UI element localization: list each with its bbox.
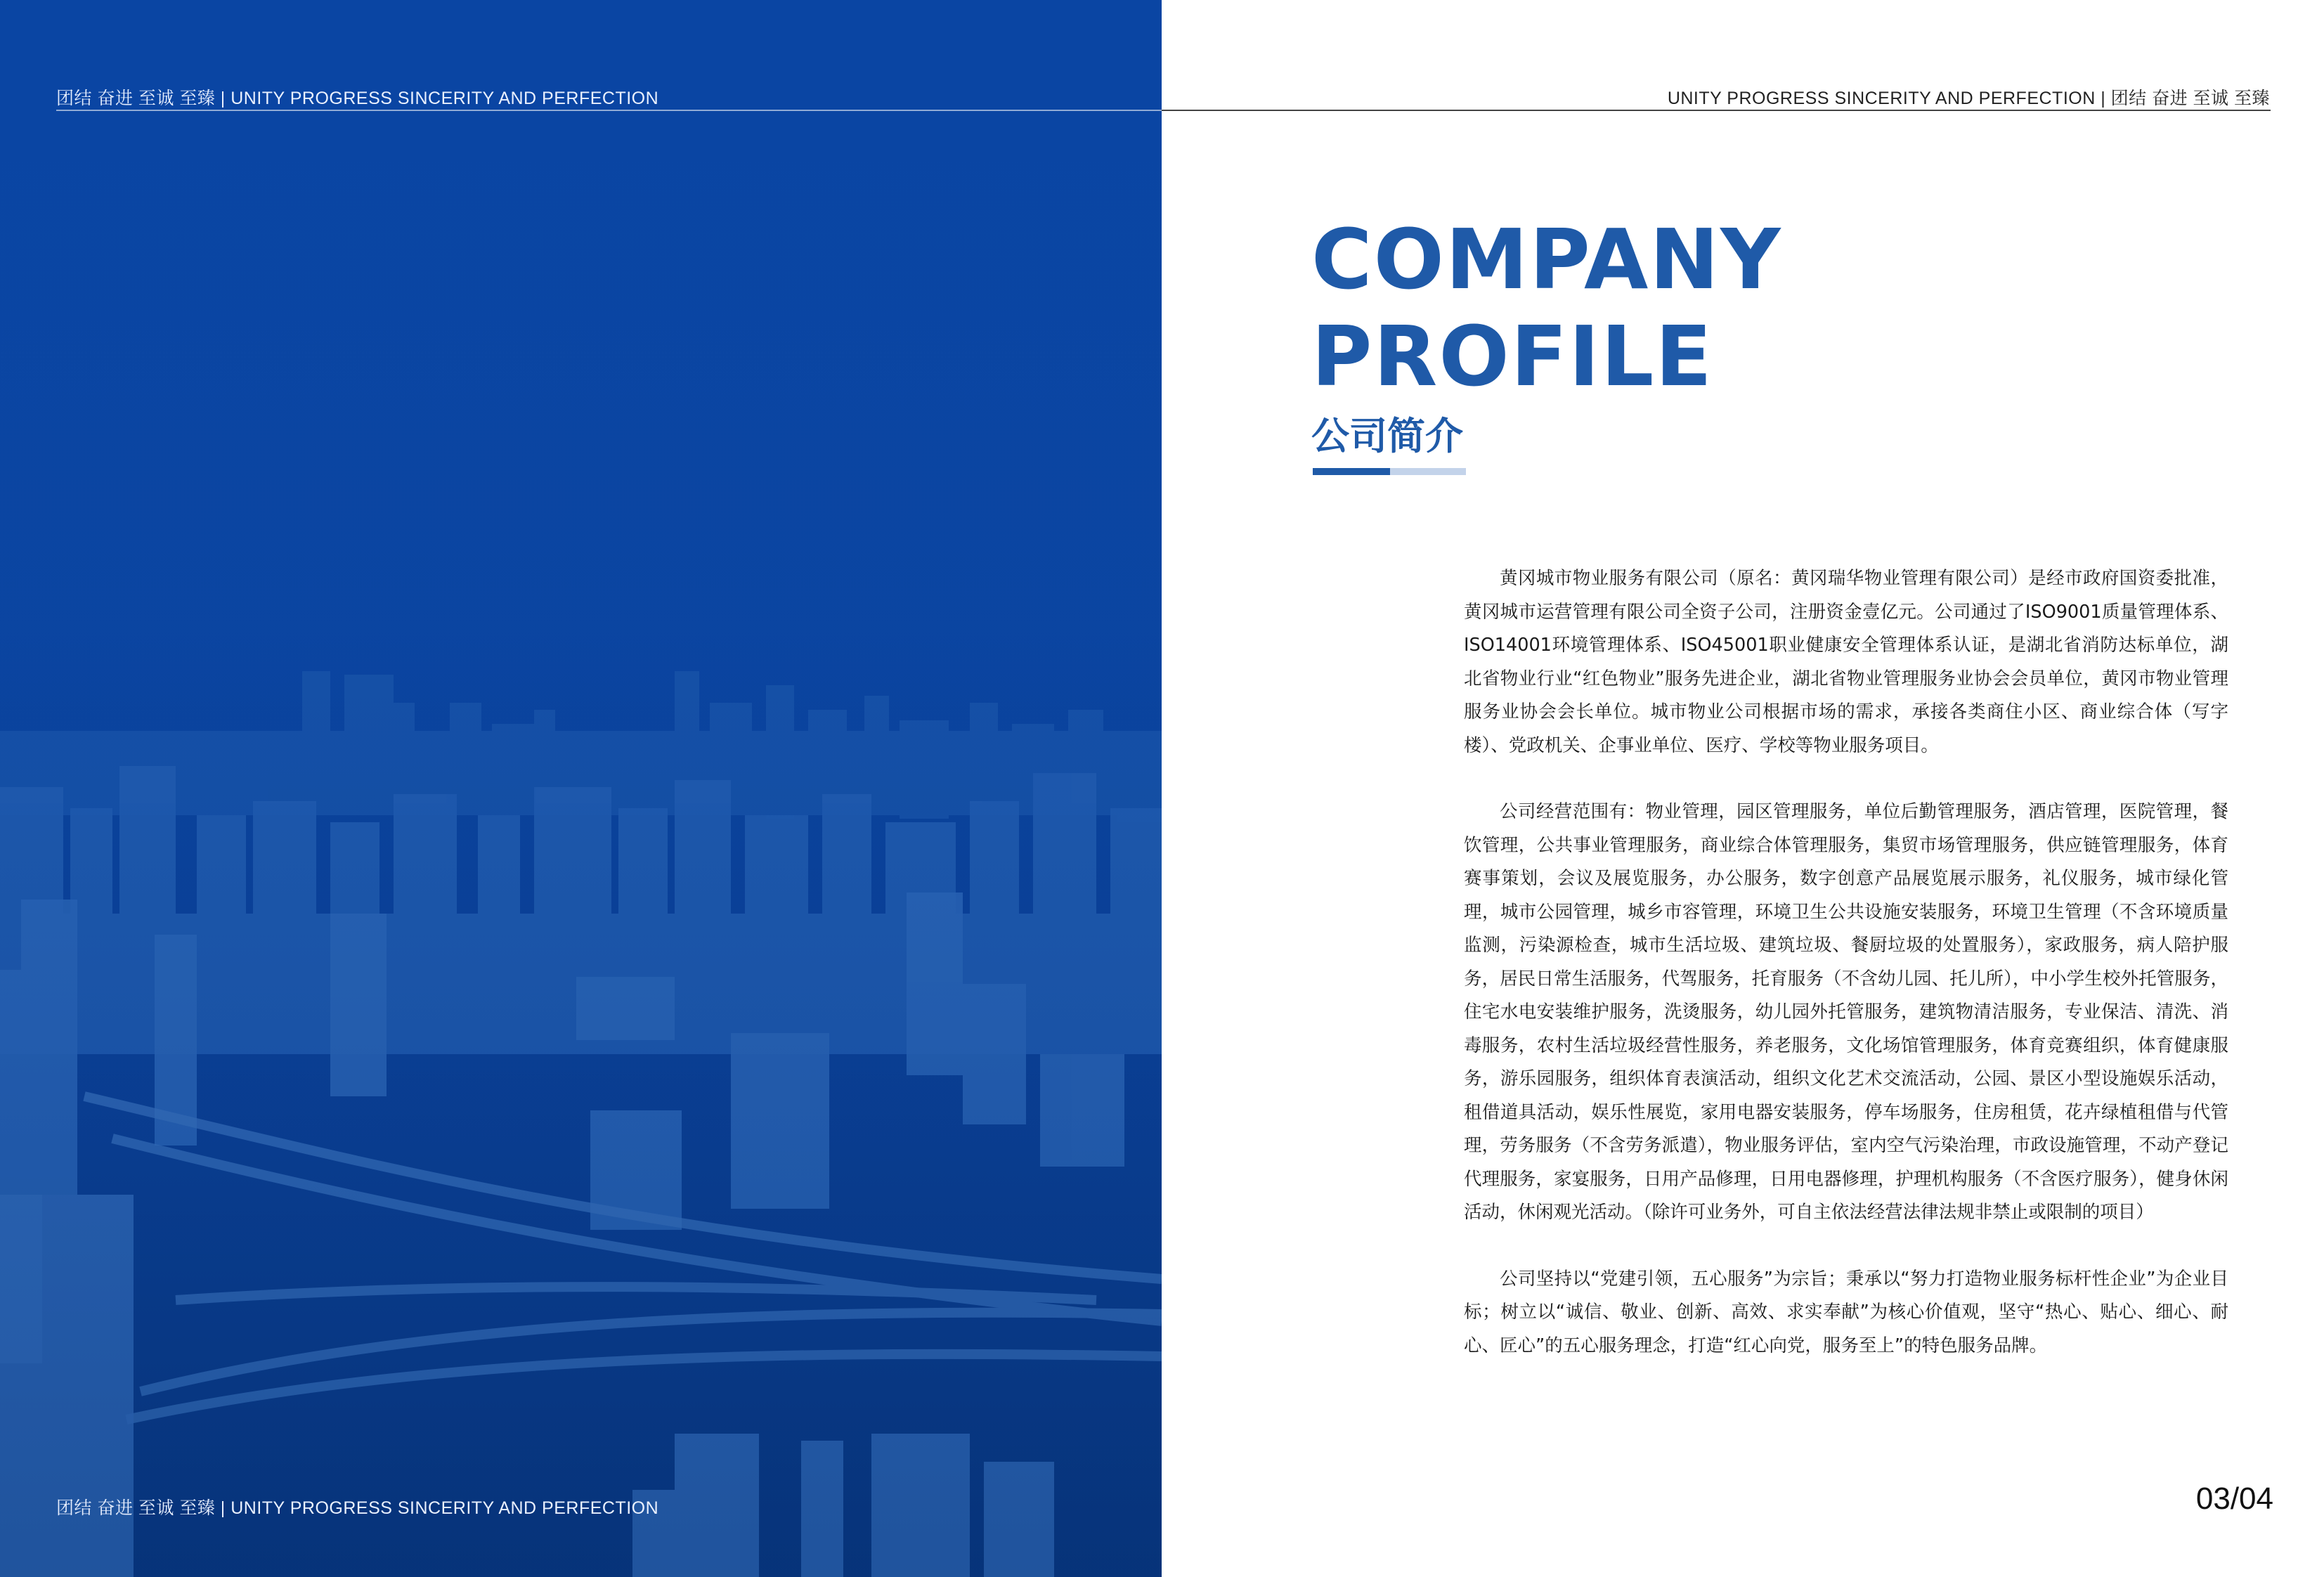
title-underline-accent [1313, 468, 1466, 475]
page-title-chinese: 公司简介 [1311, 414, 1463, 458]
title-line-1: COMPANY [1311, 211, 1782, 308]
page-title-english [1311, 211, 1782, 405]
profile-paragraph-business-scope: 公司经营范围有：物业管理，园区管理服务，单位后勤管理服务，酒店管理，医院管理，餐饮管理，公共事业管理服务，商业综合体管理服务，集贸市场管理服务，供应链管理服务，体育赛事策划，会议及展览服务，办公服务，数字创意产品展览展示服务，礼仪服务，城市绿化管理，城市公园管理，城乡市容管理，环境卫生公共设施安装服务，环境卫生管理（不含环境质量监测，污染源检查，城市生活垃圾、建筑垃圾、餐厨垃圾的处置服务），家政服务，病人陪护服务，居民日常生活服务，代驾服务，托育服务（不含幼儿园、托儿所），中小学生校外托管服务，住宅水电安装维护服务，洗烫服务，幼儿园外托管服务，建筑物清洁服务，专业保洁、清洗、消毒服务，农村生活垃圾经营性服务，养老服务，文化场馆管理服务，体育竞赛组织，体育健康服务，游乐园服务，组织体育表演活动，组织文化艺术交流活动，公园、景区小型设施娱乐活动，租借道具活动，娱乐性展览，家用电器安装服务，停车场服务，住房租赁，花卉绿植租借与代管理，劳务服务（不含劳务派遣），物业服务评估，室内空气污染治理，市政设施管理，不动产登记代理服务，家宴服务，日用产品修理，日用电器修理，护理机构服务（不含医疗服务），健身休闲活动，休闲观光活动。（除许可业务外，可自主依法经营法律法规非禁止或限制的项目） [1464, 801, 2228, 1223]
header-divider-right [1162, 110, 2271, 111]
slogan-header-left: 团结 奋进 至诚 至臻 | UNITY PROGRESS SINCERITY AND PERFECTION [56, 89, 659, 108]
profile-paragraph-intro: 黄冈城市物业服务有限公司（原名：黄冈瑞华物业管理有限公司）是经市政府国资委批准，黄冈城市运营管理有限公司全资子公司，注册资金壹亿元。公司通过了ISO9001质量管理体系、ISO14001环境管理体系、ISO45001职业健康安全管理体系认证，是湖北省消防达标单位，湖北省物业行业“红色物业”服务先进企业，湖北省物业管理服务业协会会员单位，黄冈市物业管理服务业协会会长单位。城市物业公司根据市场的需求，承接各类商住小区、商业综合体（写字楼）、党政机关、企事业单位、医疗、学校等物业服务项目。 [1464, 568, 2228, 756]
header-divider-left [56, 110, 1162, 111]
slogan-footer-left: 团结 奋进 至诚 至臻 | UNITY PROGRESS SINCERITY AND PERFECTION [56, 1498, 659, 1518]
profile-paragraph-mission: 公司坚持以“党建引领，五心服务”为宗旨；秉承以“努力打造物业服务标杆性企业”为企业目标；树立以“诚信、敬业、创新、高效、求实奉献”为核心价值观，坚守“热心、贴心、细心、耐心、匠心”的五心服务理念，打造“红心向党，服务至上”的特色服务品牌。 [1464, 1268, 2228, 1356]
company-profile-text [1464, 562, 2228, 1396]
slogan-header-right: UNITY PROGRESS SINCERITY AND PERFECTION | 团结 奋进 至诚 至臻 [1667, 89, 2270, 108]
page-number: 03/04 [2195, 1481, 2273, 1516]
title-line-2: PROFILE [1311, 308, 1713, 405]
title-underline-fill [1313, 468, 1390, 475]
